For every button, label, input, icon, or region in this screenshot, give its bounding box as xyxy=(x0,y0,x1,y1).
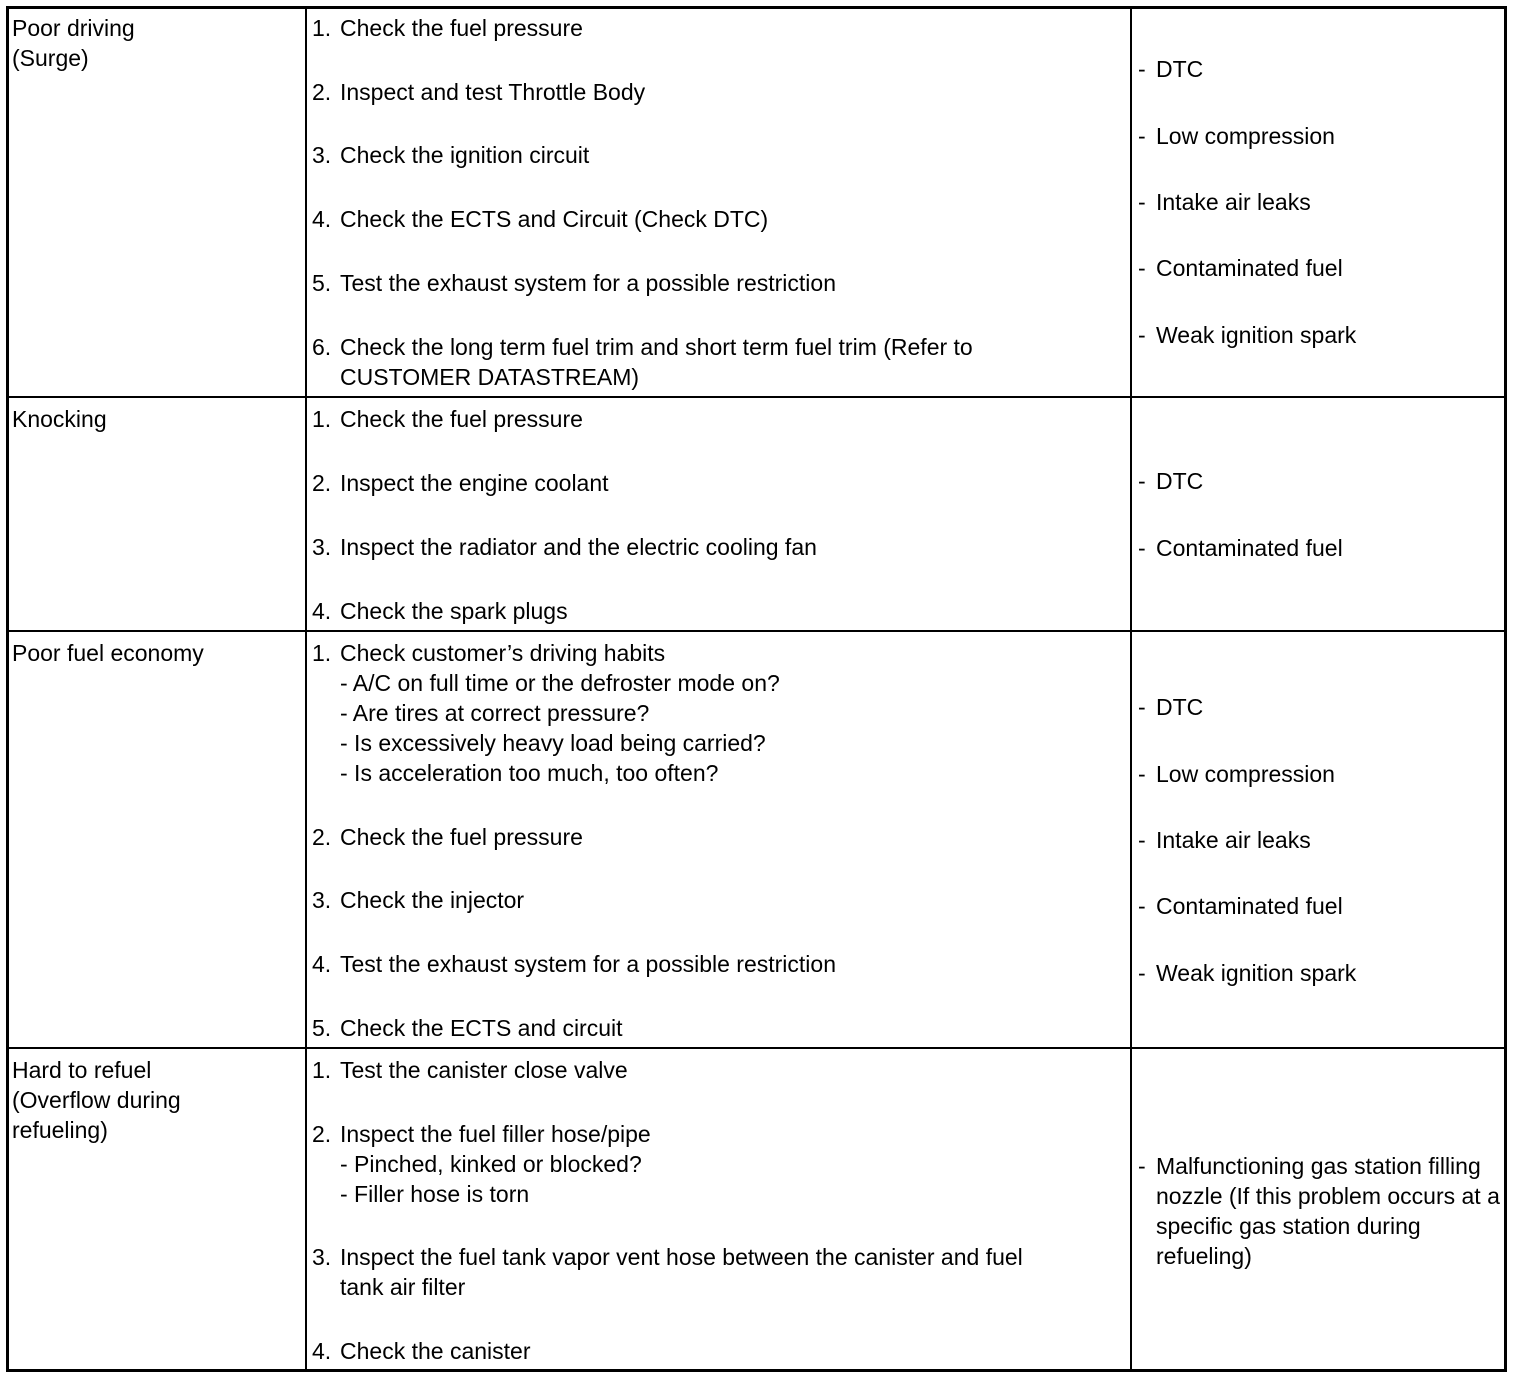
check-step xyxy=(312,1055,1122,1085)
step-text: Check the fuel pressure xyxy=(340,824,583,850)
column-divider xyxy=(305,6,307,1372)
check-step xyxy=(312,596,1122,626)
step-number: 2. xyxy=(312,470,332,496)
step-number: 2. xyxy=(312,824,332,850)
possible-cause xyxy=(1138,825,1500,855)
step-number: 2. xyxy=(312,1121,332,1147)
step-subitem: - Are tires at correct pressure? xyxy=(340,700,650,726)
step-number: 4. xyxy=(312,951,332,977)
cause-text: Intake air leaks xyxy=(1156,827,1311,853)
step-text: Check the spark plugs xyxy=(340,598,568,624)
cause-text: Contaminated fuel xyxy=(1156,535,1343,561)
step-number: 3. xyxy=(312,887,332,913)
step-text: Check the long term fuel trim and short term fuel trim (Refer to CUSTOMER DATASTREAM) xyxy=(340,334,973,390)
step-text: Check the ECTS and circuit xyxy=(340,1015,623,1041)
step-text: Inspect the fuel tank vapor vent hose between the canister and fuel tank air filter xyxy=(340,1244,1023,1300)
cause-text: Intake air leaks xyxy=(1156,189,1311,215)
step-subitem: - Is excessively heavy load being carried? xyxy=(340,730,766,756)
step-number: 3. xyxy=(312,142,332,168)
step-number: 2. xyxy=(312,79,332,105)
check-step xyxy=(312,77,1122,107)
check-step xyxy=(312,13,1122,43)
check-step xyxy=(312,885,1122,915)
cause-text: DTC xyxy=(1156,468,1204,494)
cause-dash: - xyxy=(1138,694,1146,720)
check-step xyxy=(312,140,1122,170)
step-text: Check the ECTS and Circuit (Check DTC) xyxy=(340,206,769,232)
step-subitem: - Filler hose is torn xyxy=(340,1181,530,1207)
possible-cause xyxy=(1138,54,1500,84)
cause-dash: - xyxy=(1138,189,1146,215)
cause-text: DTC xyxy=(1156,56,1204,82)
step-number: 5. xyxy=(312,1015,332,1041)
cause-text: Malfunctioning gas station filling nozzle (If this problem occurs at a specific gas station during refueling) xyxy=(1156,1153,1500,1269)
cause-text: DTC xyxy=(1156,694,1204,720)
cause-dash: - xyxy=(1138,960,1146,986)
check-step xyxy=(312,204,1122,234)
step-subitem: - A/C on full time or the defroster mode on? xyxy=(340,670,780,696)
step-text: Test the exhaust system for a possible restriction xyxy=(340,951,836,977)
possible-cause xyxy=(1138,692,1500,722)
possible-cause xyxy=(1138,533,1500,563)
check-step xyxy=(312,268,1122,298)
possible-cause xyxy=(1138,891,1500,921)
check-step xyxy=(312,949,1122,979)
step-text: Check customer’s driving habits xyxy=(340,640,666,666)
symptom-label: Hard to refuel (Overflow during refueling) xyxy=(12,1057,181,1143)
cause-text: Contaminated fuel xyxy=(1156,893,1343,919)
row-divider xyxy=(6,1047,1507,1049)
step-text: Check the canister xyxy=(340,1338,531,1364)
step-number: 1. xyxy=(312,15,332,41)
cause-dash: - xyxy=(1138,827,1146,853)
cause-text: Weak ignition spark xyxy=(1156,960,1357,986)
symptom-label: Knocking xyxy=(12,406,107,432)
cause-dash: - xyxy=(1138,255,1146,281)
cause-text: Contaminated fuel xyxy=(1156,255,1343,281)
cause-text: Weak ignition spark xyxy=(1156,322,1357,348)
possible-cause xyxy=(1138,253,1500,283)
cause-dash: - xyxy=(1138,468,1146,494)
step-number: 5. xyxy=(312,270,332,296)
possible-cause xyxy=(1138,466,1500,496)
symptom-label: Poor driving (Surge) xyxy=(12,15,135,71)
cause-dash: - xyxy=(1138,893,1146,919)
check-step xyxy=(312,822,1122,852)
step-number: 1. xyxy=(312,1057,332,1083)
cause-dash: - xyxy=(1138,761,1146,787)
step-number: 3. xyxy=(312,534,332,560)
check-step xyxy=(312,1242,1122,1302)
step-number: 1. xyxy=(312,640,332,666)
cause-dash: - xyxy=(1138,322,1146,348)
step-text: Check the ignition circuit xyxy=(340,142,590,168)
step-text: Test the exhaust system for a possible restriction xyxy=(340,270,836,296)
row-divider xyxy=(6,630,1507,632)
cause-text: Low compression xyxy=(1156,123,1335,149)
step-subitem: - Pinched, kinked or blocked? xyxy=(340,1151,642,1177)
check-step xyxy=(312,468,1122,498)
cause-dash: - xyxy=(1138,1153,1146,1179)
step-number: 4. xyxy=(312,206,332,232)
step-text: Inspect the radiator and the electric cooling fan xyxy=(340,534,817,560)
step-text: Check the fuel pressure xyxy=(340,406,583,432)
step-text: Check the injector xyxy=(340,887,525,913)
cause-dash: - xyxy=(1138,56,1146,82)
check-step xyxy=(312,532,1122,562)
step-text: Inspect and test Throttle Body xyxy=(340,79,646,105)
possible-cause xyxy=(1138,1151,1500,1271)
step-text: Inspect the engine coolant xyxy=(340,470,609,496)
step-subitem: - Is acceleration too much, too often? xyxy=(340,760,719,786)
check-step xyxy=(312,1119,1122,1209)
possible-cause xyxy=(1138,187,1500,217)
check-step xyxy=(312,404,1122,434)
step-number: 3. xyxy=(312,1244,332,1270)
possible-cause xyxy=(1138,759,1500,789)
step-number: 4. xyxy=(312,1338,332,1364)
cause-text: Low compression xyxy=(1156,761,1335,787)
check-step xyxy=(312,1013,1122,1043)
step-text: Check the fuel pressure xyxy=(340,15,583,41)
step-number: 4. xyxy=(312,598,332,624)
column-divider xyxy=(1130,6,1132,1372)
possible-cause xyxy=(1138,121,1500,151)
symptom-label: Poor fuel economy xyxy=(12,640,204,666)
step-number: 6. xyxy=(312,334,332,360)
possible-cause xyxy=(1138,320,1500,350)
row-divider xyxy=(6,396,1507,398)
cause-dash: - xyxy=(1138,535,1146,561)
step-number: 1. xyxy=(312,406,332,432)
step-text: Test the canister close valve xyxy=(340,1057,628,1083)
possible-cause xyxy=(1138,958,1500,988)
check-step xyxy=(312,638,1122,788)
cause-dash: - xyxy=(1138,123,1146,149)
check-step xyxy=(312,1336,1122,1366)
step-text: Inspect the fuel filler hose/pipe xyxy=(340,1121,651,1147)
check-step xyxy=(312,332,1122,392)
